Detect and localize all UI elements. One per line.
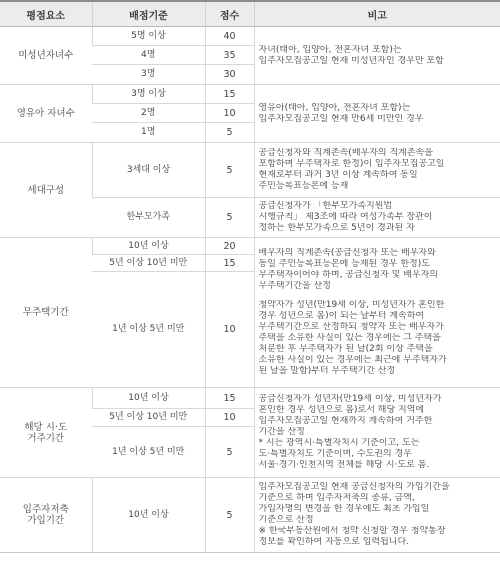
criteria-cell: 1명: [92, 123, 205, 143]
note-line: 기준으로 하며 입주자저축의 종류, 금액,: [258, 493, 415, 503]
note-line: 현재로부터 과거 3년 이상 계속하여 동일: [258, 170, 418, 180]
criteria-cell: 한부모가족: [92, 198, 205, 238]
note-cell: [254, 143, 500, 198]
criteria-cell: 2명: [92, 104, 205, 123]
element-cell: 무주택기간: [0, 238, 92, 388]
note-line: 자녀(태아, 입양아, 전혼자녀 포함)는: [258, 44, 402, 55]
element-cell: 미성년자녀수: [0, 27, 92, 85]
score-cell: 5: [205, 123, 254, 143]
score-cell: 5: [205, 143, 254, 198]
element-line: 거주기간: [27, 432, 65, 444]
table-row: [0, 143, 500, 198]
score-cell: 15: [205, 255, 254, 272]
note-line: 처분한 후 무주택자가 된 날(2회 이상 주택을: [258, 344, 433, 354]
note-line: 기간을 산정: [258, 427, 305, 437]
note-line: 입주자모집공고일 현재 미성년자인 경우만 포함: [258, 55, 444, 66]
note-line: 무주택자이어야 하며, 공급신청자 및 배우자의: [258, 270, 438, 280]
criteria-cell: 5년 이상 10년 미만: [92, 409, 205, 427]
note-line: 입주자모집공고일 현재 만6세 미만인 경우: [258, 113, 424, 124]
element-cell: [0, 388, 92, 478]
note-line: 청약자가 성년(만19세 이상, 미성년자가 혼인한: [258, 300, 445, 310]
table-row: [0, 238, 500, 255]
element-cell: [0, 478, 92, 553]
score-cell: 15: [205, 388, 254, 409]
note-line: 정하는 한부모가족으로 5년이 경과된 자: [258, 223, 415, 233]
criteria-cell: 3명: [92, 65, 205, 85]
table-row: [0, 85, 500, 104]
criteria-cell: 10년 이상: [92, 478, 205, 553]
note-line: 도·특별자치도 기준이며, 수도권의 경우: [258, 449, 412, 459]
note-cell: [254, 238, 500, 388]
note-line: 공급신청자가 성년자(만19세 이상, 미성년자가: [258, 394, 442, 404]
note-line: 포함하며 무주택자로 한정)이 입주자모집공고일: [258, 159, 445, 169]
note-line: 무주택기간으로 산정하되 청약자 또는 배우자가: [258, 322, 444, 332]
score-cell: 10: [205, 272, 254, 388]
note-line: 주민등록표등본에 등재: [258, 181, 349, 191]
note-line: 경우 성년으로 봄)이 되는 날부터 계속하여: [258, 311, 425, 321]
score-cell: 40: [205, 27, 254, 46]
criteria-cell: 5명 이상: [92, 27, 205, 46]
score-cell: 5: [205, 478, 254, 553]
note-line: 배우자의 직계존속(공급신청자 또는 배우자와: [258, 248, 436, 258]
element-cell: 세대구성: [0, 143, 92, 238]
criteria-cell: 10년 이상: [92, 238, 205, 255]
header-criteria: 배점기준: [92, 1, 205, 27]
score-cell: 15: [205, 85, 254, 104]
table-row: [0, 478, 500, 553]
note-line: 동일 주민등록표등본에 등재된 경우 한정)도: [258, 259, 430, 269]
note-line: 시행규칙」 제3조에 따라 여성가족부 장관이: [258, 212, 433, 222]
score-cell: 10: [205, 104, 254, 123]
note-cell: [254, 388, 500, 478]
criteria-cell: 1년 이상 5년 미만: [92, 272, 205, 388]
element-cell: 영유아 자녀수: [0, 85, 92, 143]
note-cell: [254, 27, 500, 85]
note-line: 영유아(태아, 입양아, 전혼자녀 포함)는: [258, 102, 411, 113]
note-line: 입주자모집공고일 현재 공급신청자의 가입기간을: [258, 482, 450, 492]
note-line: 소유한 사실이 있는 경우에는 최근에 무주택자가: [258, 355, 447, 365]
header-score: 점수: [205, 1, 254, 27]
score-cell: 30: [205, 65, 254, 85]
score-cell: 20: [205, 238, 254, 255]
note-cell: [254, 198, 500, 238]
note-line: 정보를 확인하여 자동으로 입력됩니다.: [258, 537, 410, 547]
note-line: 입주자모집공고일 현재까지 계속하여 거주한: [258, 416, 433, 426]
table-row: [0, 27, 500, 46]
note-cell: [254, 85, 500, 143]
criteria-cell: 10년 이상: [92, 388, 205, 409]
score-cell: 5: [205, 198, 254, 238]
note-line: ※ 한국부동산원에서 청약 신청할 경우 청약통장: [258, 526, 446, 536]
note-line: 공급신청자와 직계존속(배우자의 직계존속을: [258, 148, 433, 158]
score-cell: 10: [205, 409, 254, 427]
note-cell: [254, 478, 500, 553]
element-line: 가입기간: [27, 515, 65, 526]
score-cell: 5: [205, 427, 254, 478]
note-line: * 시는 광역시·특별자치시 기준이고, 도는: [258, 438, 420, 448]
criteria-cell: 5년 이상 10년 미만: [92, 255, 205, 272]
header-row: [0, 1, 500, 27]
criteria-cell: 1년 이상 5년 미만: [92, 427, 205, 478]
note-line: 가입자명의 변경을 한 경우에도 최초 가입일: [258, 504, 430, 514]
note-line: 된 날을 말함)부터 무주택기간 산정: [258, 366, 396, 376]
note-line: 기준으로 산정: [258, 515, 314, 525]
note-line: 주택을 소유한 사실이 있는 경우에는 그 주택을: [258, 333, 441, 343]
header-note: 비고: [254, 1, 500, 27]
criteria-cell: 4명: [92, 46, 205, 65]
note-line: 무주택기간을 산정: [258, 281, 331, 291]
header-element: 평점요소: [0, 1, 92, 27]
note-line: 서울·경기·인천지역 전체를 해당 시·도로 봄.: [258, 460, 430, 470]
criteria-cell: 3세대 이상: [92, 143, 205, 198]
note-line: 혼인한 경우 성년으로 봄)로서 해당 지역에: [258, 405, 425, 415]
note-line: 공급신청자가 「한부모가족지원법: [258, 201, 393, 211]
element-line: 해당 시·도: [24, 421, 68, 433]
table-row: [0, 388, 500, 409]
criteria-cell: 3명 이상: [92, 85, 205, 104]
element-line: 입주자저축: [22, 504, 69, 515]
score-cell: 35: [205, 46, 254, 65]
